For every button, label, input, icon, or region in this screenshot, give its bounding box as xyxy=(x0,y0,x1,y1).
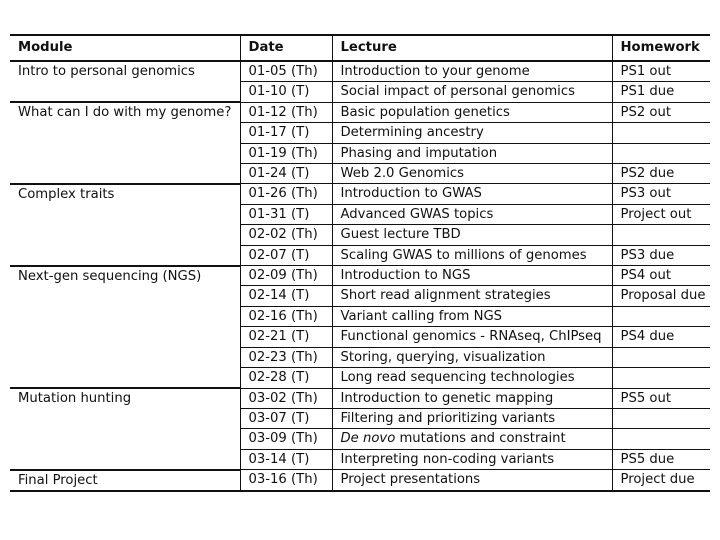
date-cell: 03-02 (Th) xyxy=(240,388,332,408)
module-cell xyxy=(10,225,240,245)
lecture-cell: Functional genomics - RNAseq, ChIPseq xyxy=(332,327,612,347)
module-cell xyxy=(10,368,240,388)
date-cell: 02-09 (Th) xyxy=(240,266,332,286)
table-row xyxy=(10,102,710,122)
homework-cell: PS5 due xyxy=(612,449,710,469)
homework-cell: PS4 out xyxy=(612,266,710,286)
date-cell: 01-05 (Th) xyxy=(240,61,332,82)
homework-cell: PS2 out xyxy=(612,102,710,122)
date-cell: 02-28 (T) xyxy=(240,368,332,388)
table-body xyxy=(10,61,710,491)
homework-cell: PS3 due xyxy=(612,245,710,265)
table-row xyxy=(10,470,710,491)
lecture-cell: Web 2.0 Genomics xyxy=(332,164,612,184)
module-cell xyxy=(10,164,240,184)
lecture-cell: Phasing and imputation xyxy=(332,143,612,163)
module-cell xyxy=(10,408,240,428)
lecture-cell: Long read sequencing technologies xyxy=(332,368,612,388)
date-cell: 02-23 (Th) xyxy=(240,347,332,367)
table-row xyxy=(10,408,710,428)
homework-cell: Project due xyxy=(612,470,710,491)
date-cell: 02-14 (T) xyxy=(240,286,332,306)
homework-cell xyxy=(612,123,710,143)
table-row xyxy=(10,245,710,265)
schedule-table xyxy=(10,34,710,492)
date-cell: 01-24 (T) xyxy=(240,164,332,184)
table-row xyxy=(10,204,710,224)
module-cell xyxy=(10,204,240,224)
lecture-cell xyxy=(332,429,612,449)
table-row xyxy=(10,266,710,286)
date-cell: 03-14 (T) xyxy=(240,449,332,469)
table-row xyxy=(10,388,710,408)
homework-cell xyxy=(612,408,710,428)
lecture-cell: Variant calling from NGS xyxy=(332,306,612,326)
homework-cell xyxy=(612,368,710,388)
table-row xyxy=(10,123,710,143)
homework-cell xyxy=(612,143,710,163)
homework-cell: PS1 due xyxy=(612,82,710,102)
header-row xyxy=(10,35,710,61)
table-row xyxy=(10,429,710,449)
lecture-text: mutations and constraint xyxy=(395,431,566,447)
table-row xyxy=(10,82,710,102)
homework-cell xyxy=(612,306,710,326)
date-cell: 01-31 (T) xyxy=(240,204,332,224)
module-cell xyxy=(10,449,240,469)
lecture-cell: Introduction to NGS xyxy=(332,266,612,286)
lecture-italic-text: De novo xyxy=(340,431,396,447)
date-cell: 01-19 (Th) xyxy=(240,143,332,163)
homework-cell: Proposal due xyxy=(612,286,710,306)
table-header xyxy=(10,35,710,61)
table-row xyxy=(10,449,710,469)
module-cell xyxy=(10,143,240,163)
table-row xyxy=(10,225,710,245)
lecture-cell: Introduction to your genome xyxy=(332,61,612,82)
module-cell xyxy=(10,245,240,265)
module-cell: Complex traits xyxy=(10,184,240,204)
homework-cell: PS1 out xyxy=(612,61,710,82)
lecture-cell: Introduction to genetic mapping xyxy=(332,388,612,408)
header-module: Module xyxy=(10,35,240,61)
module-cell xyxy=(10,429,240,449)
lecture-cell: Guest lecture TBD xyxy=(332,225,612,245)
lecture-cell: Introduction to GWAS xyxy=(332,184,612,204)
module-cell xyxy=(10,123,240,143)
table-row xyxy=(10,164,710,184)
homework-cell xyxy=(612,429,710,449)
date-cell: 01-12 (Th) xyxy=(240,102,332,122)
homework-cell: PS5 out xyxy=(612,388,710,408)
table-row xyxy=(10,286,710,306)
date-cell: 02-16 (Th) xyxy=(240,306,332,326)
module-cell xyxy=(10,82,240,102)
module-cell: Final Project xyxy=(10,470,240,491)
table-row xyxy=(10,368,710,388)
table-row xyxy=(10,327,710,347)
homework-cell: PS4 due xyxy=(612,327,710,347)
module-cell xyxy=(10,306,240,326)
table-row xyxy=(10,184,710,204)
homework-cell: PS2 due xyxy=(612,164,710,184)
date-cell: 03-07 (T) xyxy=(240,408,332,428)
table-row xyxy=(10,306,710,326)
module-cell: Next-gen sequencing (NGS) xyxy=(10,266,240,286)
homework-cell xyxy=(612,225,710,245)
lecture-cell: Storing, querying, visualization xyxy=(332,347,612,367)
lecture-cell: Scaling GWAS to millions of genomes xyxy=(332,245,612,265)
lecture-cell: Project presentations xyxy=(332,470,612,491)
module-cell xyxy=(10,327,240,347)
module-cell: Intro to personal genomics xyxy=(10,61,240,82)
header-date: Date xyxy=(240,35,332,61)
lecture-cell: Filtering and prioritizing variants xyxy=(332,408,612,428)
date-cell: 02-21 (T) xyxy=(240,327,332,347)
table-row xyxy=(10,143,710,163)
date-cell: 02-02 (Th) xyxy=(240,225,332,245)
lecture-cell: Basic population genetics xyxy=(332,102,612,122)
lecture-cell: Short read alignment strategies xyxy=(332,286,612,306)
table-row xyxy=(10,61,710,82)
table-row xyxy=(10,347,710,367)
lecture-cell: Interpreting non-coding variants xyxy=(332,449,612,469)
lecture-cell: Advanced GWAS topics xyxy=(332,204,612,224)
header-homework: Homework xyxy=(612,35,710,61)
date-cell: 03-09 (Th) xyxy=(240,429,332,449)
lecture-cell: Determining ancestry xyxy=(332,123,612,143)
homework-cell: PS3 out xyxy=(612,184,710,204)
date-cell: 01-26 (Th) xyxy=(240,184,332,204)
lecture-cell: Social impact of personal genomics xyxy=(332,82,612,102)
module-cell: What can I do with my genome? xyxy=(10,102,240,122)
date-cell: 03-16 (Th) xyxy=(240,470,332,491)
module-cell xyxy=(10,347,240,367)
date-cell: 02-07 (T) xyxy=(240,245,332,265)
date-cell: 01-10 (T) xyxy=(240,82,332,102)
date-cell: 01-17 (T) xyxy=(240,123,332,143)
module-cell: Mutation hunting xyxy=(10,388,240,408)
module-cell xyxy=(10,286,240,306)
header-lecture: Lecture xyxy=(332,35,612,61)
homework-cell xyxy=(612,347,710,367)
homework-cell: Project out xyxy=(612,204,710,224)
